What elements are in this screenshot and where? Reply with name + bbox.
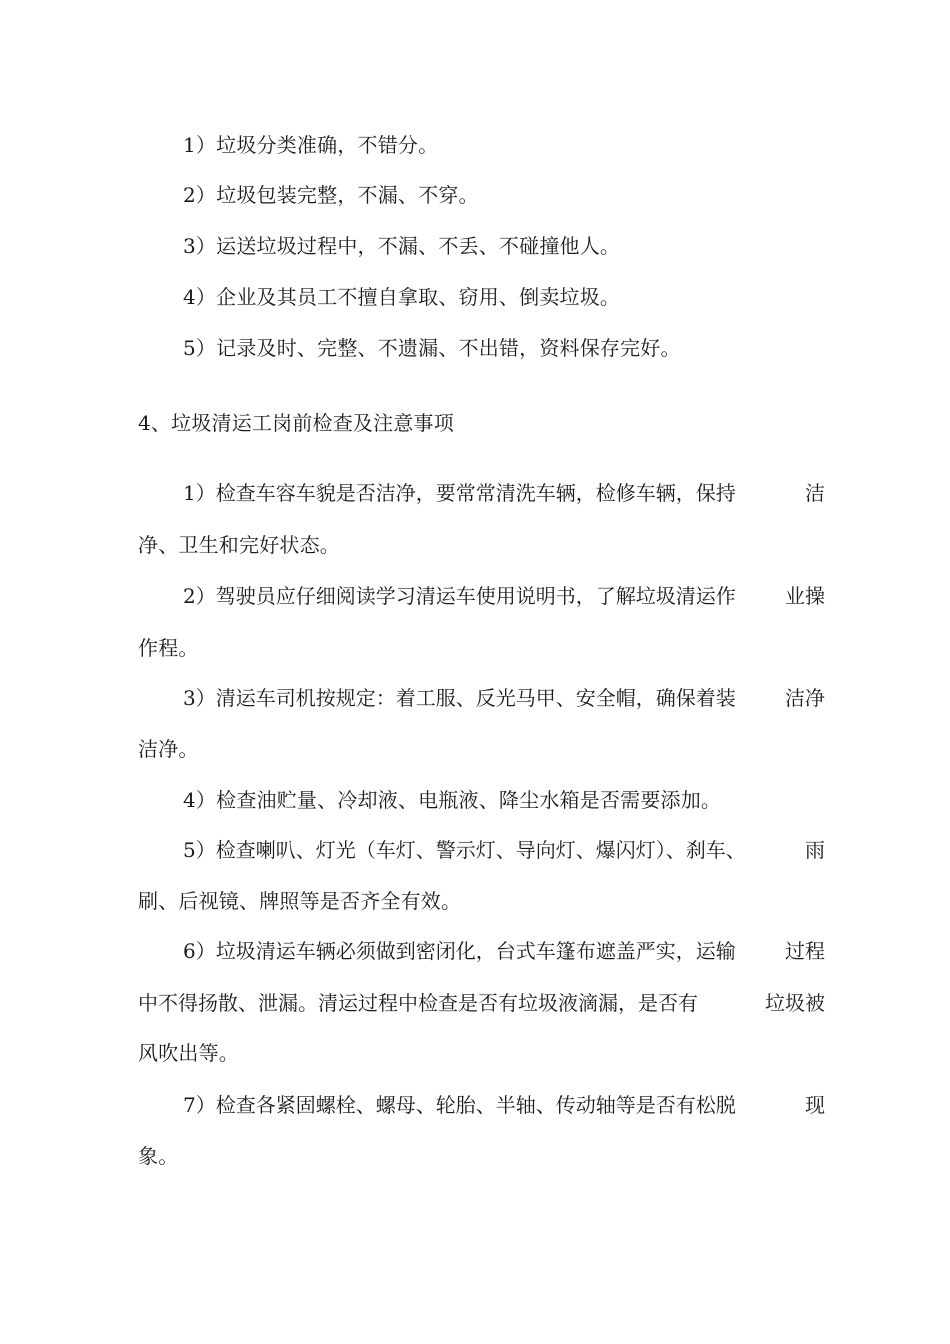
text-run: 2）驾驶员应仔细阅读学习清运车使用说明书，了解垃圾清运作 xyxy=(183,584,736,608)
paragraph-line xyxy=(183,939,825,963)
paragraph-line: 净、卫生和完好状态。 xyxy=(138,533,340,557)
paragraph-line xyxy=(138,991,825,1015)
text-run: 过程 xyxy=(785,939,825,963)
list-item: 2）垃圾包装完整，不漏、不穿。 xyxy=(183,183,479,207)
section-heading: 4、垃圾清运工岗前检查及注意事项 xyxy=(138,411,454,435)
list-item: 1）垃圾分类准确，不错分。 xyxy=(183,133,439,157)
text-run: 洁 xyxy=(805,481,825,505)
text-run: 业操 xyxy=(785,584,825,608)
text-run: 洁净 xyxy=(785,686,825,710)
list-item: 4）企业及其员工不擅自拿取、窃用、倒卖垃圾。 xyxy=(183,285,621,309)
list-item: 5）记录及时、完整、不遗漏、不出错，资料保存完好。 xyxy=(183,336,681,360)
text-run: 6）垃圾清运车辆必须做到密闭化，台式车篷布遮盖严实，运输 xyxy=(183,939,736,963)
text-run: 中不得扬散、泄漏。清运过程中检查是否有垃圾液滴漏，是否有 xyxy=(138,991,698,1015)
text-run: 3）清运车司机按规定：着工服、反光马甲、安全帽，确保着装 xyxy=(183,686,736,710)
list-item: 3）运送垃圾过程中，不漏、不丢、不碰撞他人。 xyxy=(183,234,621,258)
paragraph-line: 洁净。 xyxy=(138,737,199,761)
paragraph-line xyxy=(183,686,825,710)
paragraph-line xyxy=(183,838,825,862)
text-run: 7）检查各紧固螺栓、螺母、轮胎、半轴、传动轴等是否有松脱 xyxy=(183,1093,736,1117)
text-run: 1）检查车容车貌是否洁净，要常常清洗车辆，检修车辆，保持 xyxy=(183,481,736,505)
text-run: 5）检查喇叭、灯光（车灯、警示灯、导向灯、爆闪灯）、刹车、 xyxy=(183,838,746,862)
paragraph-line xyxy=(183,584,825,608)
text-run: 垃圾被 xyxy=(765,991,825,1015)
paragraph-line: 刷、后视镜、牌照等是否齐全有效。 xyxy=(138,889,462,913)
text-run: 现 xyxy=(805,1093,825,1117)
paragraph-line: 4）检查油贮量、冷却液、电瓶液、降尘水箱是否需要添加。 xyxy=(183,788,722,812)
text-run: 雨 xyxy=(805,838,825,862)
paragraph-line: 风吹出等。 xyxy=(138,1041,239,1065)
paragraph-line xyxy=(183,481,825,505)
paragraph-line: 象。 xyxy=(138,1144,179,1168)
paragraph-line xyxy=(183,1093,825,1117)
paragraph-line: 作程。 xyxy=(138,636,199,660)
